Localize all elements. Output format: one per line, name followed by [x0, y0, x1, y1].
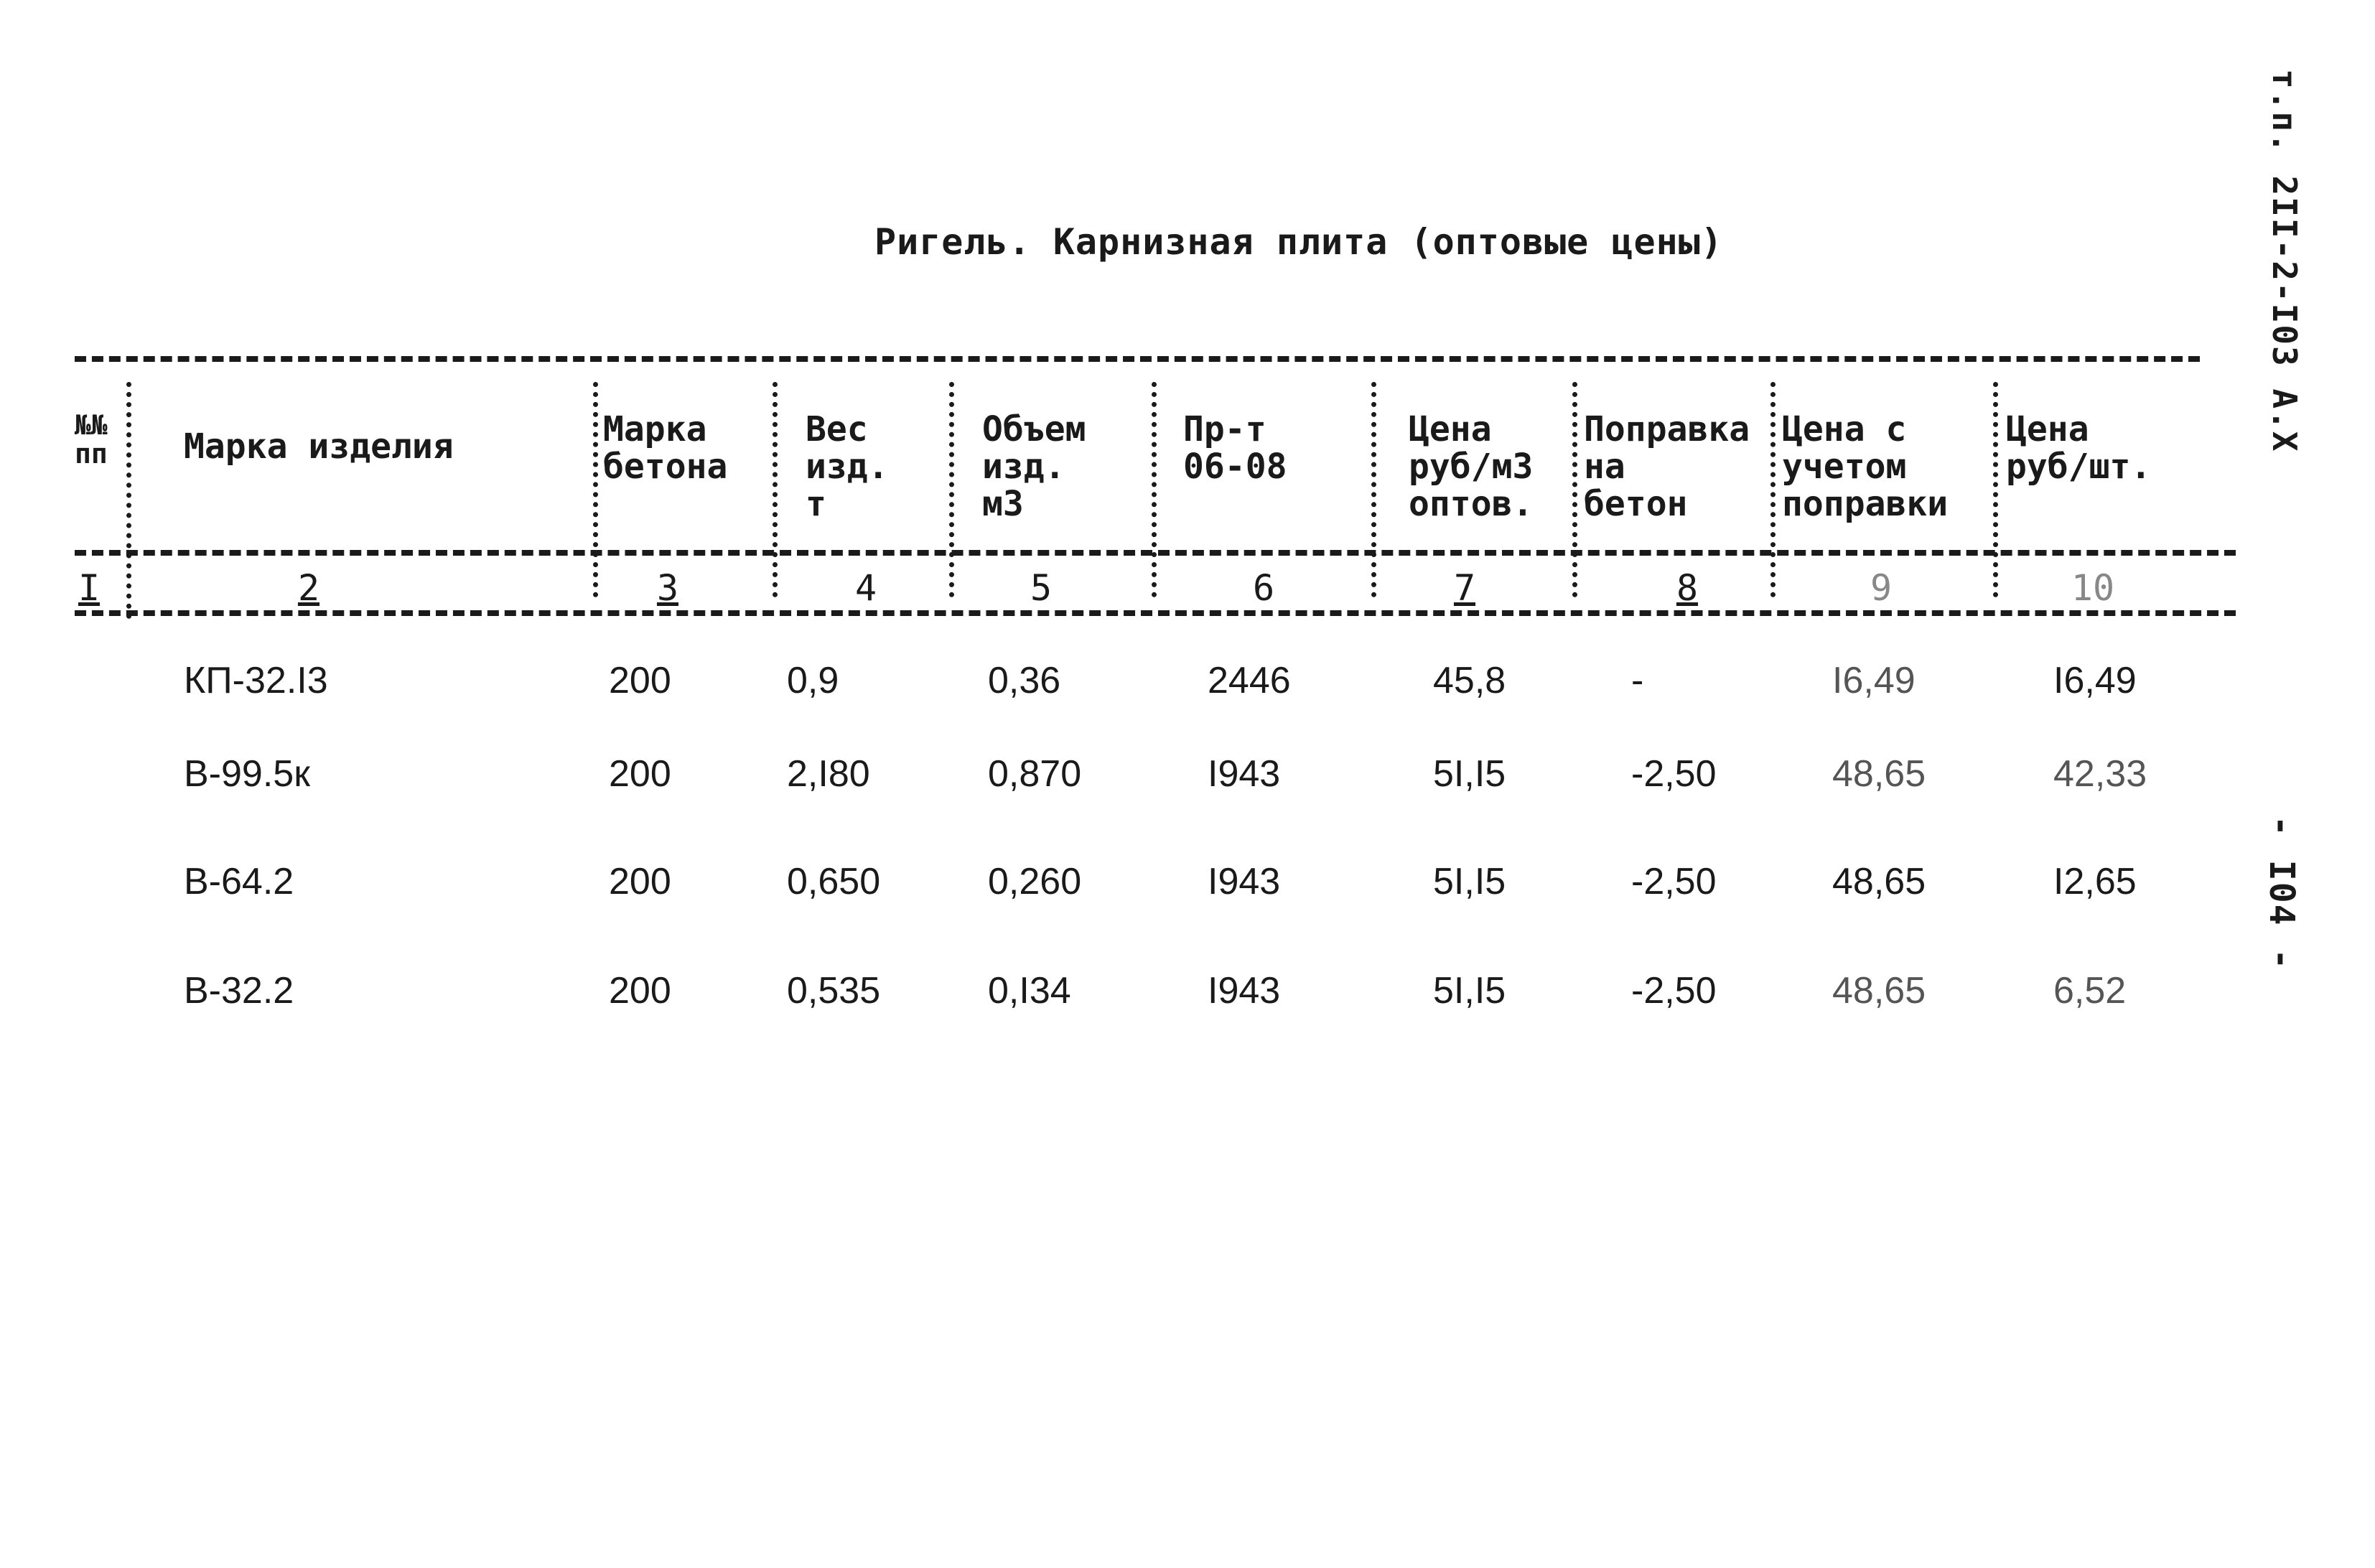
- table-title: Ригель. Карнизная плита (оптовые цены): [874, 221, 1723, 263]
- price-per-m3: 5I,I5: [1433, 970, 1506, 1012]
- column-number: 9: [1870, 567, 1893, 609]
- price-list: 2446: [1208, 660, 1291, 701]
- column-number: 3: [656, 567, 679, 609]
- column-number: 5: [1030, 567, 1053, 609]
- column-number: 7: [1453, 567, 1476, 609]
- column-number: 10: [2071, 567, 2115, 609]
- price-per-unit: 42,33: [2053, 753, 2147, 795]
- table-top-rule: [75, 356, 2200, 362]
- header-price-with-correction: Цена с учетом поправки: [1782, 409, 1949, 524]
- weight: 0,9: [787, 660, 839, 701]
- price-list: I943: [1208, 861, 1281, 902]
- weight: 2,I80: [787, 753, 870, 795]
- column-number: 4: [854, 567, 877, 609]
- header-product-mark: Марка изделия: [184, 426, 454, 467]
- product-mark: В-64.2: [184, 861, 294, 902]
- volume: 0,870: [988, 753, 1082, 795]
- column-separator: [949, 382, 954, 597]
- column-number: 8: [1676, 567, 1699, 609]
- column-number: 2: [297, 567, 320, 609]
- price-with-correction: 48,65: [1832, 970, 1926, 1012]
- concrete-correction: -: [1631, 660, 1644, 701]
- product-mark: КП-32.I3: [184, 660, 328, 701]
- header-price-per-m3: Цена руб/м3 оптов.: [1409, 409, 1534, 524]
- weight: 0,535: [787, 970, 881, 1012]
- price-with-correction: 48,65: [1832, 861, 1926, 902]
- column-separator: [773, 382, 778, 597]
- concrete-grade: 200: [609, 660, 671, 701]
- page-number: - I04 -: [2262, 816, 2302, 971]
- column-separator: [593, 382, 598, 597]
- concrete-grade: 200: [609, 753, 671, 795]
- concrete-grade: 200: [609, 861, 671, 902]
- price-per-m3: 45,8: [1433, 660, 1506, 701]
- price-per-m3: 5I,I5: [1433, 753, 1506, 795]
- price-per-unit: 6,52: [2053, 970, 2127, 1012]
- column-separator: [1152, 382, 1157, 597]
- concrete-correction: -2,50: [1631, 753, 1717, 795]
- concrete-correction: -2,50: [1631, 861, 1717, 902]
- volume: 0,36: [988, 660, 1061, 701]
- price-per-m3: 5I,I5: [1433, 861, 1506, 902]
- price-with-correction: I6,49: [1832, 660, 1916, 701]
- concrete-correction: -2,50: [1631, 970, 1717, 1012]
- column-number: I: [78, 567, 101, 609]
- header-concrete-correction: Поправка на бетон: [1584, 409, 1750, 524]
- column-separator: [1371, 382, 1376, 597]
- product-mark: В-32.2: [184, 970, 294, 1012]
- header-price-per-unit: Цена руб/шт.: [2006, 409, 2152, 487]
- weight: 0,650: [787, 861, 881, 902]
- column-separator: [1572, 382, 1577, 597]
- volume: 0,260: [988, 861, 1082, 902]
- volume: 0,I34: [988, 970, 1071, 1012]
- concrete-grade: 200: [609, 970, 671, 1012]
- document-code: т.п. 2II-2-I03 А.Х: [2265, 69, 2304, 453]
- column-separator: [1993, 382, 1998, 597]
- header-price-list: Пр-т 06-08: [1183, 409, 1287, 487]
- column-numbers-bottom-rule: [75, 610, 2236, 616]
- header-row-number: №№ пп: [75, 409, 108, 470]
- header-volume: Объем изд. м3: [982, 409, 1086, 524]
- column-separator: [126, 382, 131, 619]
- column-separator: [1770, 382, 1776, 597]
- price-list: I943: [1208, 970, 1281, 1012]
- price-with-correction: 48,65: [1832, 753, 1926, 795]
- price-list: I943: [1208, 753, 1281, 795]
- header-concrete-grade: Марка бетона: [603, 409, 728, 487]
- price-per-unit: I2,65: [2053, 861, 2137, 902]
- column-number: 6: [1252, 567, 1275, 609]
- product-mark: В-99.5к: [184, 753, 310, 795]
- header-weight: Вес изд. т: [806, 409, 889, 524]
- price-per-unit: I6,49: [2053, 660, 2137, 701]
